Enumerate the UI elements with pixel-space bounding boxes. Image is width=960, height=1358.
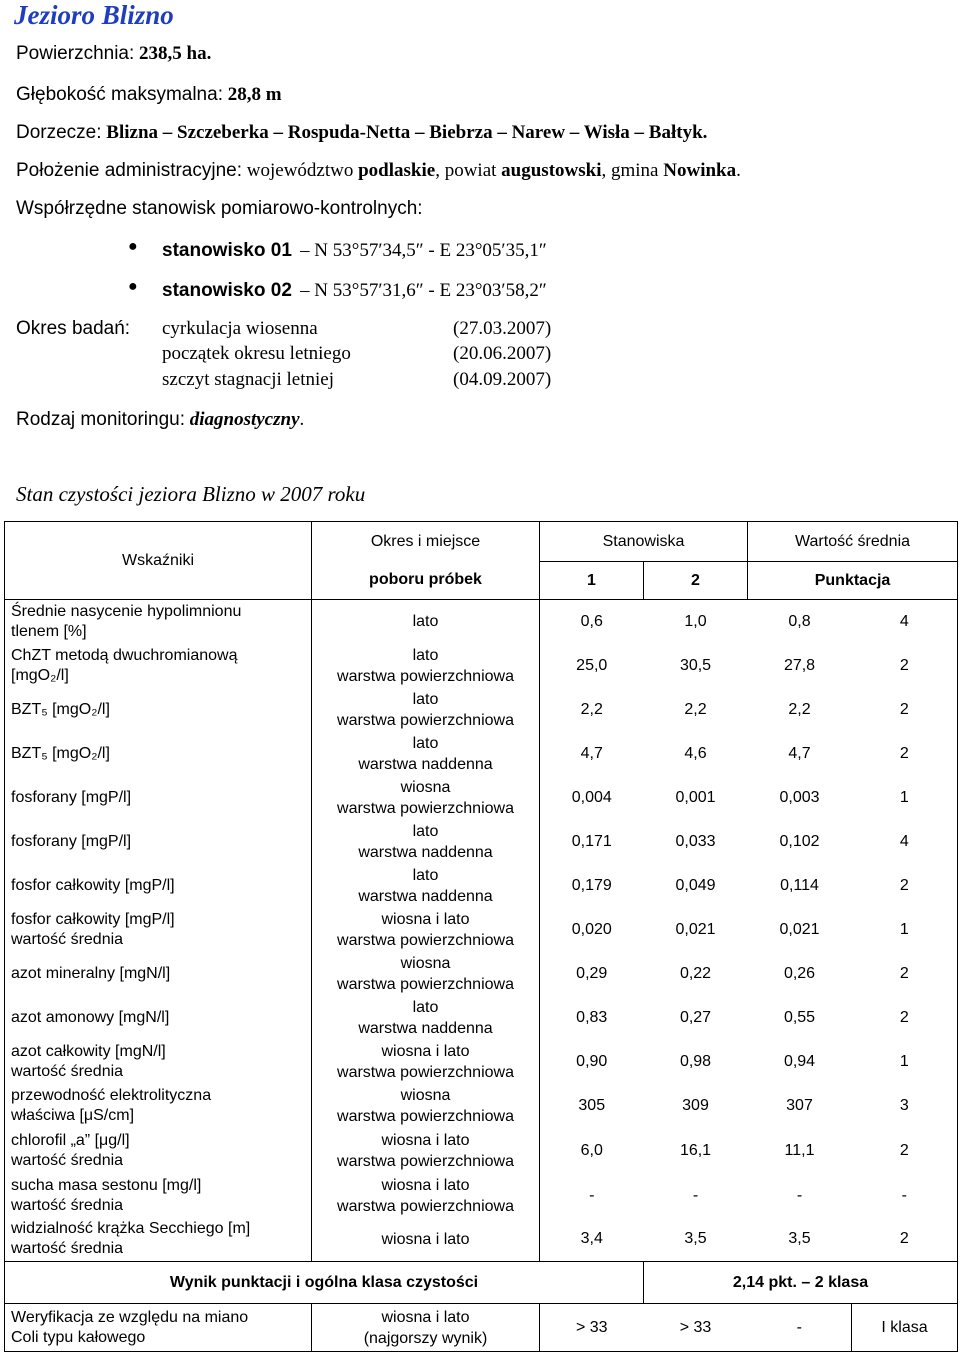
table-row xyxy=(5,908,958,952)
station-1-value xyxy=(540,776,644,820)
station-coord: – N 53°57′34,5″ - E 23°05′35,1″ xyxy=(300,240,547,261)
station-name: stanowisko 01 xyxy=(162,240,292,261)
value: 0,003 xyxy=(779,788,820,806)
value: 1 xyxy=(899,1052,909,1070)
result-value xyxy=(644,1262,958,1304)
period-cell xyxy=(312,952,540,996)
station-2-value xyxy=(644,1218,748,1262)
depth-label: Głębokość maksymalna: xyxy=(16,84,223,105)
table-row xyxy=(5,1218,958,1262)
table-row xyxy=(5,864,958,908)
period-cell xyxy=(312,644,540,688)
table-row xyxy=(5,1084,958,1128)
station-1-value xyxy=(540,600,644,644)
verif-station-1 xyxy=(540,1304,644,1352)
value: 0,22 xyxy=(679,964,712,982)
indicator-sub: Coli typu kałowego xyxy=(11,1328,146,1346)
period-season: lato xyxy=(412,866,439,884)
station-2-value xyxy=(644,952,748,996)
value: 2,2 xyxy=(684,700,707,718)
indicator-cell xyxy=(5,1218,312,1262)
period-cell xyxy=(312,1128,540,1174)
depth-value: 28,8 m xyxy=(227,84,282,105)
indicator-cell xyxy=(5,776,312,820)
value: 16,1 xyxy=(679,1141,712,1159)
station-2-value xyxy=(644,864,748,908)
verif-station-2 xyxy=(644,1304,748,1352)
value: 4 xyxy=(899,612,909,630)
mean-value xyxy=(748,732,852,776)
score-value xyxy=(852,864,958,908)
station-2-value xyxy=(644,776,748,820)
period-cell xyxy=(312,864,540,908)
period-cell xyxy=(312,908,540,952)
value: > 33 xyxy=(679,1318,712,1336)
surface-line: Powierzchnia: 238,5 ha. xyxy=(16,43,212,64)
score-value xyxy=(852,952,958,996)
value: 0,020 xyxy=(571,920,612,938)
period-layer: warstwa naddenna xyxy=(358,1019,493,1037)
result-value-text: 2,14 pkt. – 2 klasa xyxy=(732,1273,869,1291)
period-date: (20.06.2007) xyxy=(453,343,552,364)
mean-value xyxy=(748,644,852,688)
value: 2 xyxy=(899,656,909,674)
value: 0,102 xyxy=(779,832,820,850)
period-season: lato xyxy=(412,646,439,664)
period-layer: warstwa powierzchniowa xyxy=(337,931,514,949)
indicator-name: fosforany [mgP/l] xyxy=(11,832,132,850)
period-layer: warstwa powierzchniowa xyxy=(337,1152,514,1170)
value: 1,0 xyxy=(684,612,707,630)
value: 3,5 xyxy=(788,1230,811,1248)
station-2-value xyxy=(644,996,748,1040)
value: 307 xyxy=(786,1096,813,1114)
value: 2 xyxy=(899,1008,909,1026)
indicator-cell xyxy=(5,908,312,952)
value: 2 xyxy=(899,1230,909,1248)
value: 2,2 xyxy=(788,700,811,718)
indicator-name: ChZT metodą dwuchromianową xyxy=(11,646,238,664)
monitoring-label: Rodzaj monitoringu: xyxy=(16,409,185,430)
station-1-value xyxy=(540,908,644,952)
verification-row xyxy=(5,1304,958,1352)
verif-class xyxy=(852,1304,958,1352)
indicator-name: BZT₅ [mgO₂/l] xyxy=(11,744,110,762)
value: 305 xyxy=(578,1096,606,1114)
mean-value xyxy=(748,1040,852,1084)
value: - xyxy=(589,1186,595,1204)
indicator-name: azot mineralny [mgN/l] xyxy=(11,964,171,982)
result-label xyxy=(5,1262,644,1304)
period-layer: warstwa powierzchniowa xyxy=(337,711,514,729)
indicator-cell xyxy=(5,1174,312,1218)
indicator-name: przewodność elektrolityczna xyxy=(11,1086,212,1104)
period-layer: warstwa powierzchniowa xyxy=(337,799,514,817)
header-station-2: 2 xyxy=(644,562,748,600)
table-caption: Stan czystości jeziora Blizno w 2007 roku xyxy=(16,482,366,506)
value: 0,179 xyxy=(571,876,612,894)
value: 0,004 xyxy=(571,788,612,806)
indicator-cell xyxy=(5,644,312,688)
study-label: Okres badań: xyxy=(16,318,131,339)
result-row xyxy=(5,1262,958,1304)
value: 0,114 xyxy=(780,876,819,894)
value: - xyxy=(901,1186,907,1204)
period-season: lato xyxy=(412,734,439,752)
score-value xyxy=(852,996,958,1040)
value: 0,83 xyxy=(576,1008,608,1026)
period-season: lato xyxy=(412,822,439,840)
score-value xyxy=(852,1084,958,1128)
verif-mean xyxy=(748,1304,852,1352)
period-season: wiosna i lato xyxy=(381,1176,470,1194)
header-mean: Wartość średnia xyxy=(748,522,958,562)
indicator-name: Średnie nasycenie hypolimnionu xyxy=(11,602,242,620)
score-value xyxy=(852,1218,958,1262)
period-cell xyxy=(312,600,540,644)
period-season: wiosna i lato xyxy=(381,1230,470,1248)
indicator-sub: wartość średnia xyxy=(11,1196,124,1214)
station-2-value xyxy=(644,1040,748,1084)
admin-voivodeship: podlaskie xyxy=(358,160,436,181)
mean-value xyxy=(748,688,852,732)
value: 3,4 xyxy=(580,1230,603,1248)
mean-value xyxy=(748,908,852,952)
verif-indicator xyxy=(5,1304,312,1352)
score-value xyxy=(852,688,958,732)
period-cell xyxy=(312,1218,540,1262)
table-row xyxy=(5,644,958,688)
indicator-cell xyxy=(5,1040,312,1084)
indicator-name: fosfor całkowity [mgP/l] xyxy=(11,876,175,894)
indicator-cell xyxy=(5,996,312,1040)
value: 0,021 xyxy=(779,920,820,938)
station-2-value xyxy=(644,732,748,776)
period-layer: warstwa powierzchniowa xyxy=(337,975,514,993)
indicator-cell xyxy=(5,864,312,908)
value: 0,94 xyxy=(783,1052,816,1070)
value: > 33 xyxy=(575,1318,608,1336)
period-season: wiosna i lato xyxy=(381,910,470,928)
period-layer: warstwa naddenna xyxy=(358,843,493,861)
period-season: wiosna xyxy=(400,954,451,972)
period-season: lato xyxy=(412,998,439,1016)
station-1-value xyxy=(540,1128,644,1174)
header-indicators: Wskaźniki xyxy=(5,522,312,600)
period-season: lato xyxy=(412,690,439,708)
indicator-name: widzialność krążka Secchiego [m] xyxy=(11,1220,251,1238)
indicator-sub: wartość średnia xyxy=(11,1151,124,1169)
period-layer: warstwa naddenna xyxy=(358,755,493,773)
station-2-value xyxy=(644,1084,748,1128)
result-label-text: Wynik punktacji i ogólna klasa czystości xyxy=(169,1273,479,1291)
monitoring-line: Rodzaj monitoringu: diagnostyczny. xyxy=(16,409,305,430)
value: 4 xyxy=(899,832,909,850)
indicator-sub: wartość średnia xyxy=(11,1240,124,1258)
mean-value xyxy=(748,996,852,1040)
value: 6,0 xyxy=(580,1141,603,1159)
table-row xyxy=(5,1040,958,1084)
bullet-icon: ● xyxy=(128,278,138,295)
value: 3 xyxy=(899,1096,909,1114)
period-layer: warstwa powierzchniowa xyxy=(337,1197,514,1215)
value: 0,033 xyxy=(675,832,716,850)
mean-value xyxy=(748,600,852,644)
mean-value xyxy=(748,820,852,864)
period-layer: warstwa powierzchniowa xyxy=(337,1107,514,1125)
station-1-value xyxy=(540,1040,644,1084)
score-value xyxy=(852,820,958,864)
indicator-name: sucha masa sestonu [mg/l] xyxy=(11,1176,202,1194)
mean-value xyxy=(748,1084,852,1128)
value: 2 xyxy=(899,700,909,718)
station-1-value xyxy=(540,1084,644,1128)
verif-period xyxy=(312,1304,540,1352)
station-1-value xyxy=(540,864,644,908)
score-value xyxy=(852,644,958,688)
mean-value xyxy=(748,776,852,820)
value: 0,6 xyxy=(580,612,603,630)
header-stations: Stanowiska xyxy=(540,522,748,562)
value: - xyxy=(796,1186,803,1204)
indicator-sub: [mgO₂/l] xyxy=(11,666,69,684)
value: 1 xyxy=(899,920,909,938)
value: 0,55 xyxy=(783,1008,816,1026)
indicator-cell xyxy=(5,820,312,864)
station-1-value xyxy=(540,732,644,776)
station-1-value xyxy=(540,820,644,864)
indicator-sub: właściwa [μS/cm] xyxy=(11,1106,135,1124)
period-cell xyxy=(312,1084,540,1128)
station-1-value xyxy=(540,1174,644,1218)
value: I klasa xyxy=(881,1318,928,1336)
value: 2 xyxy=(899,744,909,762)
value: - xyxy=(796,1318,802,1336)
station-coord: – N 53°57′31,6″ - E 23°03′58,2″ xyxy=(300,280,547,301)
table-row xyxy=(5,996,958,1040)
value: 0,171 xyxy=(571,832,612,850)
basin-label: Dorzecze: xyxy=(16,122,102,143)
station-2-value xyxy=(644,600,748,644)
value: 11,1 xyxy=(784,1141,815,1159)
value: 2 xyxy=(899,1141,909,1159)
indicator-name: fosfor całkowity [mgP/l] xyxy=(11,910,175,928)
monitoring-value: diagnostyczny xyxy=(189,409,300,430)
station-2-value xyxy=(644,820,748,864)
indicator-name: BZT₅ [mgO₂/l] xyxy=(11,700,110,718)
score-value xyxy=(852,732,958,776)
score-value xyxy=(852,1128,958,1174)
page-title: Jezioro Blizno xyxy=(14,0,174,30)
period-cell xyxy=(312,1174,540,1218)
indicator-sub: tlenem [%] xyxy=(11,622,87,640)
period-note: (najgorszy wynik) xyxy=(363,1329,488,1347)
value: 4,7 xyxy=(580,744,603,762)
header-station-1: 1 xyxy=(540,562,644,600)
period-season: wiosna i lato xyxy=(381,1131,470,1149)
indicator-name: chlorofil „a” [μg/l] xyxy=(11,1131,130,1149)
value: 0,021 xyxy=(675,920,716,938)
value: 3,5 xyxy=(684,1230,707,1248)
indicator-name: Weryfikacja ze względu na miano xyxy=(11,1308,249,1326)
indicator-cell xyxy=(5,952,312,996)
table-row xyxy=(5,732,958,776)
period-cell xyxy=(312,688,540,732)
period-cell xyxy=(312,732,540,776)
score-value xyxy=(852,1040,958,1084)
coords-label: Współrzędne stanowisk pomiarowo-kontrolnych: xyxy=(16,198,423,219)
station-2-value xyxy=(644,908,748,952)
indicator-cell xyxy=(5,732,312,776)
period-cell xyxy=(312,820,540,864)
value: 4,7 xyxy=(788,744,811,762)
table-row xyxy=(5,600,958,644)
period-season: wiosna xyxy=(400,1086,451,1104)
value: - xyxy=(692,1186,699,1204)
period-season: wiosna i lato xyxy=(381,1308,470,1326)
station-2-value xyxy=(644,644,748,688)
indicator-name: azot całkowity [mgN/l] xyxy=(11,1042,166,1060)
period-date: (27.03.2007) xyxy=(453,318,552,339)
period-layer: warstwa powierzchniowa xyxy=(337,667,514,685)
header-row xyxy=(5,522,958,562)
header-score: Punktacja xyxy=(748,562,958,600)
score-value xyxy=(852,776,958,820)
value: 1 xyxy=(899,788,909,806)
value: 30,5 xyxy=(679,656,712,674)
period-cell xyxy=(312,1040,540,1084)
indicator-name: azot amonowy [mgN/l] xyxy=(11,1008,170,1026)
station-name: stanowisko 02 xyxy=(162,280,292,301)
indicator-cell xyxy=(5,600,312,644)
period-season: lato xyxy=(412,613,439,631)
value: 309 xyxy=(682,1096,709,1114)
period-name: cyrkulacja wiosenna xyxy=(162,318,318,339)
value: 2,2 xyxy=(580,700,603,718)
value: 0,27 xyxy=(679,1008,712,1026)
period-season: wiosna i lato xyxy=(381,1042,470,1060)
table-row xyxy=(5,1174,958,1218)
depth-line xyxy=(16,84,282,106)
station-1-value xyxy=(540,644,644,688)
station-2-value xyxy=(644,688,748,732)
indicator-cell xyxy=(5,688,312,732)
value: 0,29 xyxy=(576,964,608,982)
mean-value xyxy=(748,1174,852,1218)
header-period: Okres i miejsce xyxy=(312,522,540,562)
period-layer: warstwa naddenna xyxy=(358,887,493,905)
period-season: wiosna xyxy=(400,778,451,796)
purity-table xyxy=(4,521,958,1352)
value: 0,049 xyxy=(675,876,716,894)
period-cell xyxy=(312,996,540,1040)
indicator-name: fosforany [mgP/l] xyxy=(11,788,132,806)
period-layer: warstwa powierzchniowa xyxy=(337,1063,514,1081)
score-value xyxy=(852,908,958,952)
value: 2 xyxy=(899,876,909,894)
mean-value xyxy=(748,1218,852,1262)
value: 27,8 xyxy=(783,656,816,674)
station-1-value xyxy=(540,952,644,996)
station-2-value xyxy=(644,1174,748,1218)
basin-line xyxy=(16,122,707,144)
mean-value xyxy=(748,952,852,996)
period-name: szczyt stagnacji letniej xyxy=(162,369,334,390)
station-1-value xyxy=(540,1218,644,1262)
period-date: (04.09.2007) xyxy=(453,369,552,390)
admin-commune: Nowinka xyxy=(663,160,737,181)
station-1-value xyxy=(540,996,644,1040)
mean-value xyxy=(748,864,852,908)
indicator-sub: wartość średnia xyxy=(11,930,124,948)
indicator-sub: wartość średnia xyxy=(11,1062,124,1080)
value: 4,6 xyxy=(684,744,707,762)
value: 0,98 xyxy=(679,1052,712,1070)
value: 2 xyxy=(899,964,909,982)
basin-value: Blizna – Szczeberka – Rospuda-Netta – Biebrza – Narew – Wisła – Bałtyk. xyxy=(106,122,708,143)
bullet-icon: ● xyxy=(128,238,138,255)
value: 0,26 xyxy=(783,964,816,982)
admin-county: augustowski xyxy=(501,160,602,181)
station-2-value xyxy=(644,1128,748,1174)
score-value xyxy=(852,600,958,644)
period-name: początek okresu letniego xyxy=(162,343,351,364)
table-row xyxy=(5,820,958,864)
value: 0,8 xyxy=(788,612,811,630)
table-row xyxy=(5,1128,958,1174)
header-period-sub: poboru próbek xyxy=(312,562,540,600)
mean-value xyxy=(748,1128,852,1174)
indicator-cell xyxy=(5,1084,312,1128)
admin-line: Położenie administracyjne: województwo podlaskie, powiat augustowski, gmina Nowinka. xyxy=(16,160,741,181)
surface-value: 238,5 ha xyxy=(139,43,207,64)
value: 25,0 xyxy=(576,656,608,674)
surface-label: Powierzchnia: xyxy=(16,43,135,64)
table-row xyxy=(5,776,958,820)
table-row xyxy=(5,688,958,732)
period-cell xyxy=(312,776,540,820)
station-1-value xyxy=(540,688,644,732)
score-value xyxy=(852,1174,958,1218)
value: 0,001 xyxy=(675,788,716,806)
indicator-cell xyxy=(5,1128,312,1174)
admin-label: Położenie administracyjne: xyxy=(16,160,243,181)
value: 0,90 xyxy=(576,1052,608,1070)
table-row xyxy=(5,952,958,996)
